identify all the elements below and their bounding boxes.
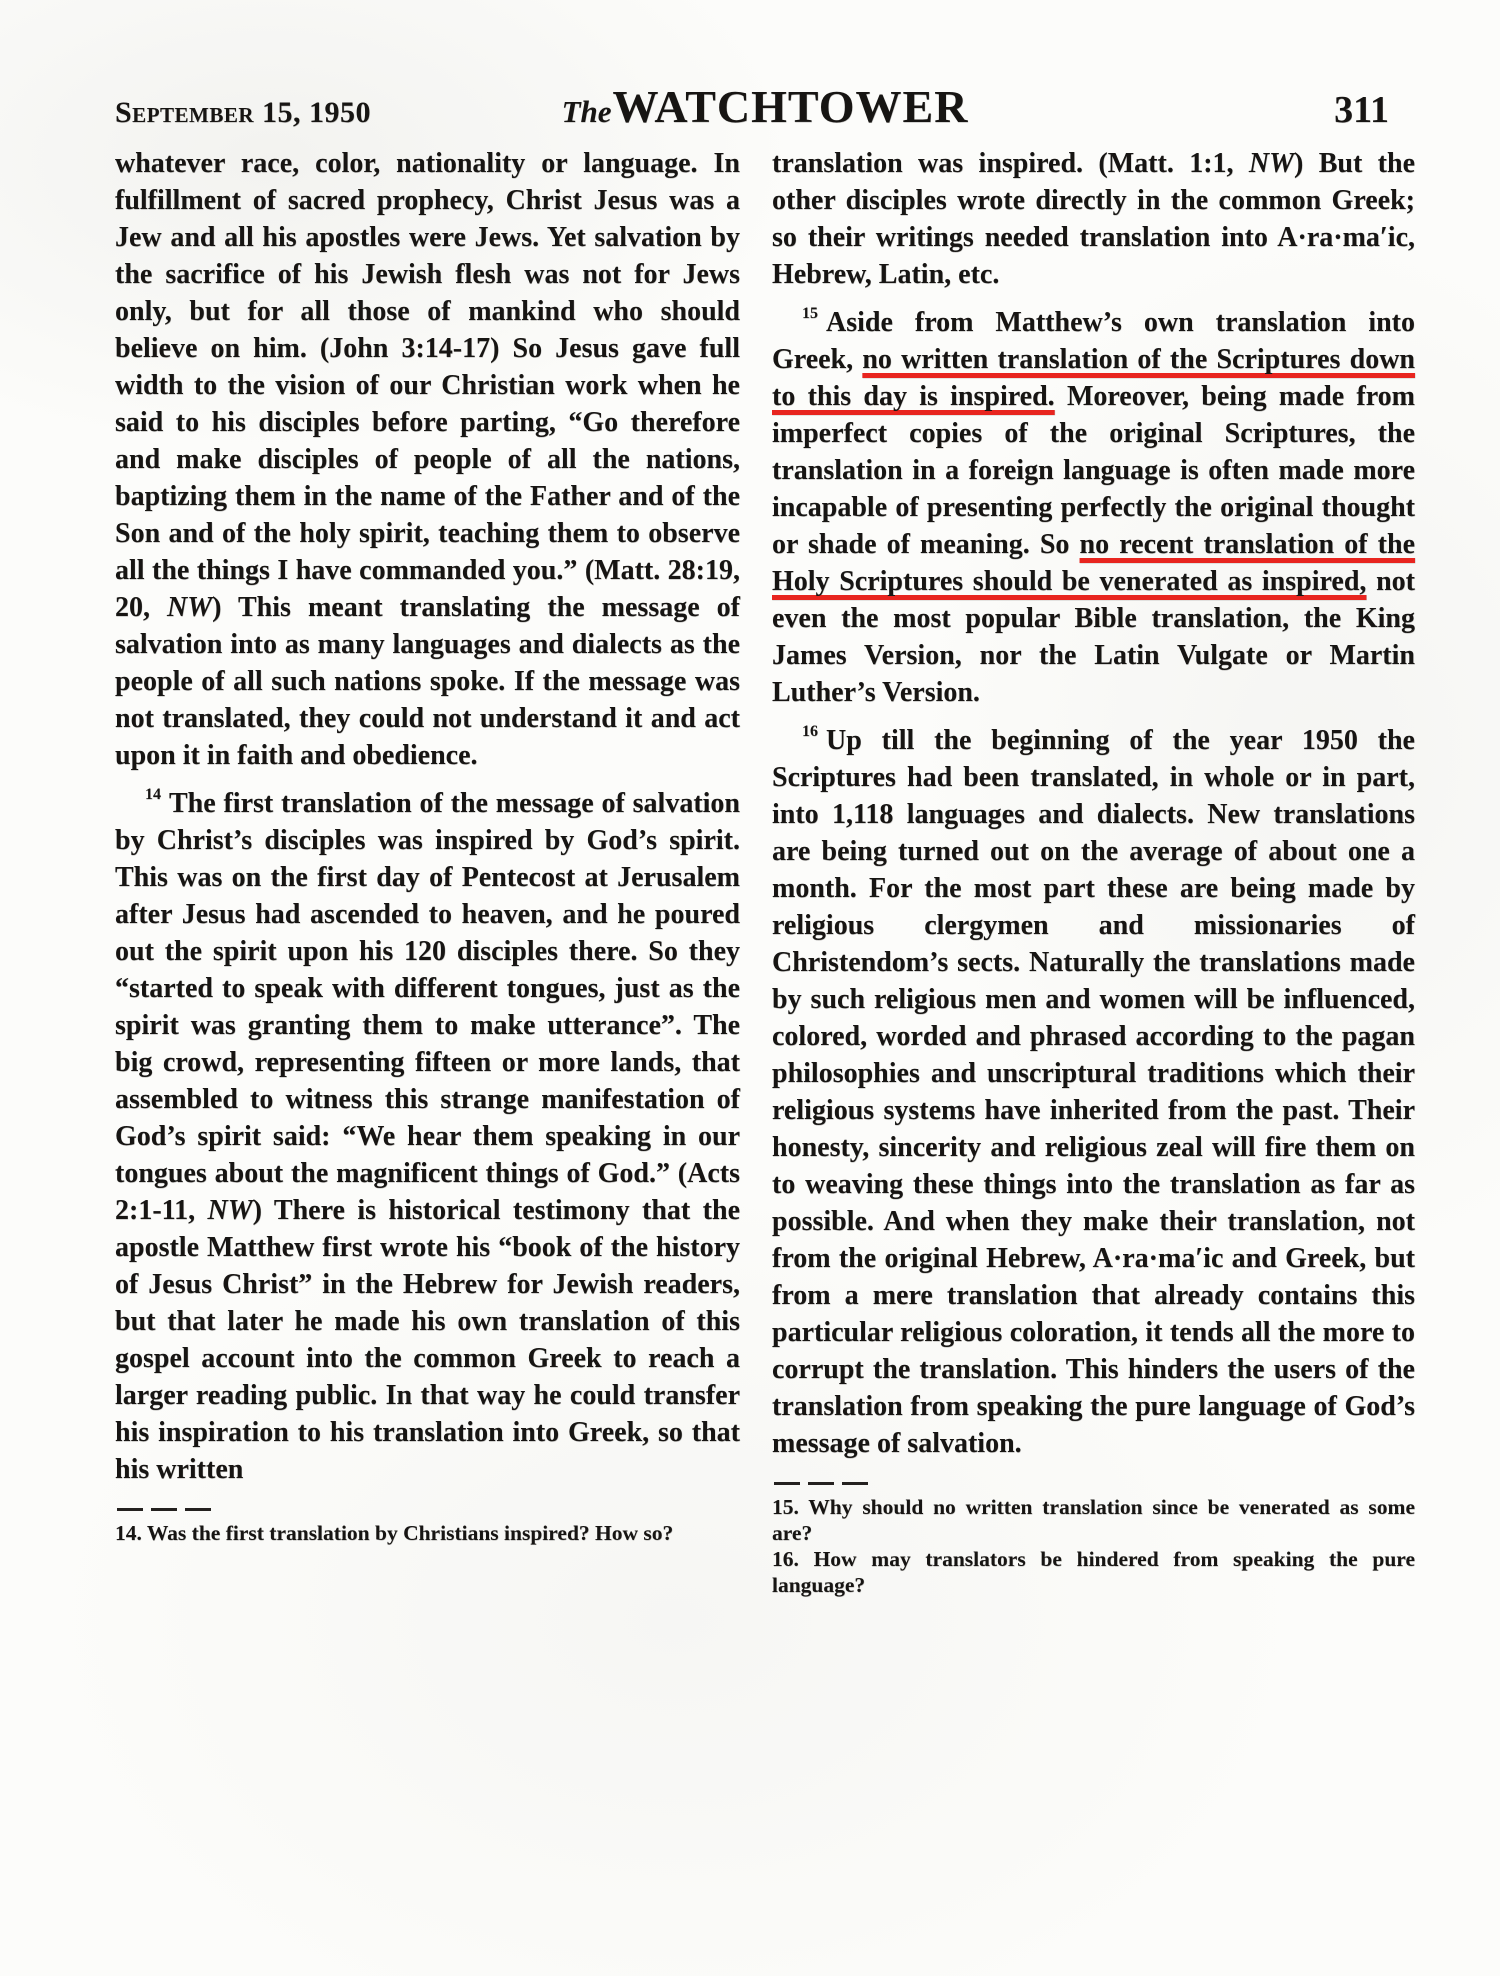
paragraph-number: 15 [802,304,818,322]
text-run: Moreover, being made from imperfect copies of the original Scriptures, the translation in a foreign language is often made more incapable of presenting perfectly the original thought or shade of meaning. So [772,381,1416,560]
text-run: Up till the beginning of the year 1950 the Scriptures had been translated, in whole or in part, into 1,118 languages and dialects. New translations are being turned out on the average of about one a month. For the most part these are being made by religious clergymen and missionaries of Christendom’s sects. Naturally the translations made by such religious men and women will be influenced, colored, worded and phrased according to the pagan philosophies and unscriptural traditions which their religious systems have inherited from the past. Their honesty, sincerity and religious zeal will fire them on to weaving these things into the translation as far as possible. And when they make their translation, not from the original Hebrew, A·ra·ma′ic and Greek, but from a mere translation that already contains this particular religious coloration, it tends all the more to corrupt the translation. This hinders the users of the translation from speaking the pure language of God’s message of salvation. [772,725,1415,1459]
paragraph-15 [772,304,1415,711]
left-column [115,145,740,1598]
footnote-rule [117,1508,213,1511]
text-run: ) This meant translating the message of salvation into as many languages and dialects as the people of all such nations spoke. If the message was not translated, they could not understand it and act upon it in faith and obedience. [115,592,741,771]
text-run: The first translation of the message of salvation by Christ’s disciples was inspired by God’s spirit. This was on the first day of Pentecost at Jerusalem after Jesus had ascended to heaven, and he poured out the spirit upon his 120 disciples there. So they “started to speak with different tongues, just as the spirit was granting them to make utterance”. The big crowd, representing fifteen or more lands, that assembled to witness this strange manifestation of God’s spirit said: “We hear them speaking in our tongues about the magnificent things of God.” (Acts 2:1-11, [115,788,740,1226]
red-underlined-phrase: no written translation of the Scriptures down to this day is inspired. [772,344,1415,412]
paragraph-number: 14 [145,785,161,803]
paragraph-14-continuation [772,145,1415,293]
right-column [772,145,1415,1598]
footnote-block [772,1482,1415,1598]
footnote-block [115,1508,740,1546]
text-run: ) But the other disciples wrote directly in the common Greek; so their writings needed translation into A·ra·ma′ic, Hebrew, Latin, etc. [772,148,1415,290]
text-run: whatever race, color, nationality or language. In fulfillment of sacred prophecy, Christ Jesus was a Jew and all his apostles were Jews. Yet salvation by the sacrifice of his Jewish flesh was not for Jews only, but for all those of mankind who should believe on him. (John 3:14-17) So Jesus gave full width to the vision of our Christian work when he said to his disciples before parting, “Go therefore and make disciples of people of all the nations, baptizing them in the name of the Father and of the Son and of the holy spirit, teaching them to observe all the things I have commanded you.” (Matt. 28:19, 20, [115,148,740,623]
page-number: 311 [1334,89,1389,131]
masthead [535,80,995,133]
text-columns [115,145,1415,1598]
issue-date: September 15, 1950 [115,96,372,129]
footnote-15: 15. Why should no written translation since be venerated as some are? [772,1495,1415,1545]
paragraph-number: 16 [802,722,818,740]
masthead-the: The [561,94,612,129]
italic-text: NW [207,1195,253,1226]
text-run: not even the most popular Bible translation, the King James Version, nor the Latin Vulgate or Martin Luther’s Version. [772,566,1415,708]
italic-text: NW [1248,148,1295,179]
text-run: translation was inspired. (Matt. 1:1, [772,148,1249,179]
red-underlined-phrase: no recent translation of the Holy Scriptures should be venerated as inspired, [772,529,1416,597]
text-run: ) There is historical testimony that the apostle Matthew first wrote his “book of the history of Jesus Christ” in the Hebrew for Jewish readers, but that later he made his own translation of this gospel account into the common Greek to reach a larger reading public. In that way he could transfer his inspiration to his translation into Greek, so that his written [115,1195,740,1485]
page-header [115,80,1415,133]
masthead-title: WATCHTOWER [612,81,969,132]
footnote-16: 16. How may translators be hindered from speaking the pure language? [772,1547,1415,1597]
paragraph-16 [772,722,1415,1462]
text-run: Aside from Matthew’s own translation into Greek, [772,307,1415,375]
paragraph-14 [115,785,740,1488]
footnote-14: 14. Was the first translation by Christians inspired? How so? [115,1521,674,1545]
italic-text: NW [167,592,213,623]
footnote-rule [774,1482,870,1485]
paragraph-13-continuation [115,145,740,774]
